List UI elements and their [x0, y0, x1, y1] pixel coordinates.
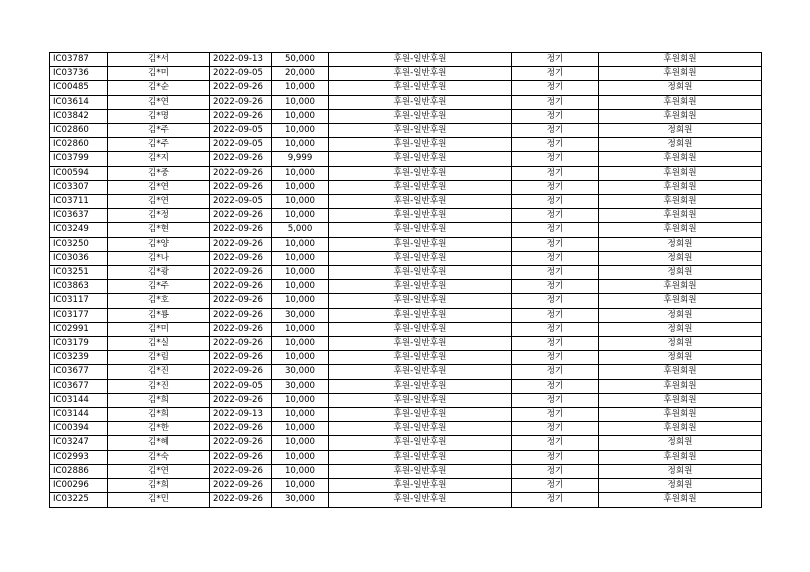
- donor-name-cell: 김*주: [108, 138, 210, 152]
- donor-id-cell: IC00296: [50, 479, 108, 493]
- donation-type-cell: 후원-일반후원: [329, 237, 512, 251]
- table-row: [50, 124, 762, 138]
- member-type-cell: 정회원: [599, 124, 762, 138]
- donor-id-cell: IC03863: [50, 280, 108, 294]
- member-type-cell: 후원회원: [599, 393, 762, 407]
- donor-id-cell: IC03799: [50, 152, 108, 166]
- donation-cycle-cell: 정기: [512, 53, 599, 67]
- donation-amount-cell: 10,000: [272, 95, 329, 109]
- table-row: [50, 237, 762, 251]
- donation-cycle-cell: 정기: [512, 251, 599, 265]
- donation-cycle-cell: 정기: [512, 152, 599, 166]
- member-type-cell: 후원회원: [599, 53, 762, 67]
- member-type-cell: 정회원: [599, 81, 762, 95]
- donation-table: [49, 52, 762, 508]
- donor-name-cell: 김*진: [108, 379, 210, 393]
- member-type-cell: 후원회원: [599, 195, 762, 209]
- donor-name-cell: 김*연: [108, 195, 210, 209]
- donor-name-cell: 김*호: [108, 294, 210, 308]
- donation-type-cell: 후원-일반후원: [329, 138, 512, 152]
- table-row: [50, 379, 762, 393]
- donation-type-cell: 후원-일반후원: [329, 365, 512, 379]
- member-type-cell: 정회원: [599, 138, 762, 152]
- donation-cycle-cell: 정기: [512, 379, 599, 393]
- member-type-cell: 정회원: [599, 251, 762, 265]
- donation-type-cell: 후원-일반후원: [329, 464, 512, 478]
- donation-date-cell: 2022-09-26: [210, 95, 272, 109]
- donor-id-cell: IC03239: [50, 351, 108, 365]
- table-row: [50, 81, 762, 95]
- donor-id-cell: IC03251: [50, 266, 108, 280]
- donation-amount-cell: 20,000: [272, 67, 329, 81]
- member-type-cell: 후원회원: [599, 223, 762, 237]
- table-row: [50, 195, 762, 209]
- donation-amount-cell: 10,000: [272, 280, 329, 294]
- donor-name-cell: 김*실: [108, 337, 210, 351]
- donation-type-cell: 후원-일반후원: [329, 308, 512, 322]
- donation-type-cell: 후원-일반후원: [329, 450, 512, 464]
- donation-type-cell: 후원-일반후원: [329, 81, 512, 95]
- donor-name-cell: 김*주: [108, 124, 210, 138]
- donation-cycle-cell: 정기: [512, 322, 599, 336]
- donation-type-cell: 후원-일반후원: [329, 393, 512, 407]
- donation-amount-cell: 30,000: [272, 308, 329, 322]
- donation-type-cell: 후원-일반후원: [329, 379, 512, 393]
- donor-name-cell: 김*연: [108, 180, 210, 194]
- donor-id-cell: IC03677: [50, 365, 108, 379]
- donor-name-cell: 김*현: [108, 223, 210, 237]
- donor-id-cell: IC02886: [50, 464, 108, 478]
- member-type-cell: 후원회원: [599, 209, 762, 223]
- donation-type-cell: 후원-일반후원: [329, 95, 512, 109]
- member-type-cell: 정회원: [599, 436, 762, 450]
- donor-id-cell: IC03736: [50, 67, 108, 81]
- donation-amount-cell: 10,000: [272, 450, 329, 464]
- donation-cycle-cell: 정기: [512, 308, 599, 322]
- donation-amount-cell: 30,000: [272, 493, 329, 507]
- donation-date-cell: 2022-09-26: [210, 337, 272, 351]
- donor-id-cell: IC03614: [50, 95, 108, 109]
- donation-type-cell: 후원-일반후원: [329, 67, 512, 81]
- table-row: [50, 436, 762, 450]
- donation-date-cell: 2022-09-13: [210, 53, 272, 67]
- donation-type-cell: 후원-일반후원: [329, 436, 512, 450]
- donation-amount-cell: 10,000: [272, 166, 329, 180]
- donation-cycle-cell: 정기: [512, 180, 599, 194]
- donation-date-cell: 2022-09-05: [210, 138, 272, 152]
- table-row: [50, 180, 762, 194]
- donor-id-cell: IC03179: [50, 337, 108, 351]
- donation-date-cell: 2022-09-26: [210, 393, 272, 407]
- donation-type-cell: 후원-일반후원: [329, 337, 512, 351]
- donor-name-cell: 김*한: [108, 422, 210, 436]
- donation-date-cell: 2022-09-26: [210, 166, 272, 180]
- member-type-cell: 후원회원: [599, 109, 762, 123]
- donation-amount-cell: 10,000: [272, 266, 329, 280]
- donor-id-cell: IC03250: [50, 237, 108, 251]
- table-row: [50, 95, 762, 109]
- donation-date-cell: 2022-09-26: [210, 152, 272, 166]
- donor-id-cell: IC03637: [50, 209, 108, 223]
- donation-cycle-cell: 정기: [512, 67, 599, 81]
- member-type-cell: 정회원: [599, 322, 762, 336]
- donor-name-cell: 김*양: [108, 237, 210, 251]
- member-type-cell: 정회원: [599, 464, 762, 478]
- donation-date-cell: 2022-09-26: [210, 450, 272, 464]
- donation-date-cell: 2022-09-26: [210, 436, 272, 450]
- donation-cycle-cell: 정기: [512, 436, 599, 450]
- table-row: [50, 408, 762, 422]
- donation-cycle-cell: 정기: [512, 337, 599, 351]
- donation-cycle-cell: 정기: [512, 422, 599, 436]
- table-row: [50, 67, 762, 81]
- member-type-cell: 후원회원: [599, 152, 762, 166]
- table-row: [50, 479, 762, 493]
- table-row: [50, 266, 762, 280]
- donation-date-cell: 2022-09-26: [210, 237, 272, 251]
- donation-date-cell: 2022-09-26: [210, 294, 272, 308]
- member-type-cell: 후원회원: [599, 180, 762, 194]
- donor-id-cell: IC03247: [50, 436, 108, 450]
- donation-amount-cell: 10,000: [272, 422, 329, 436]
- table-row: [50, 280, 762, 294]
- table-row: [50, 450, 762, 464]
- donation-cycle-cell: 정기: [512, 266, 599, 280]
- donor-name-cell: 김*미: [108, 67, 210, 81]
- donation-cycle-cell: 정기: [512, 81, 599, 95]
- table-row: [50, 209, 762, 223]
- donor-id-cell: IC03144: [50, 408, 108, 422]
- table-row: [50, 365, 762, 379]
- donor-id-cell: IC00394: [50, 422, 108, 436]
- donation-date-cell: 2022-09-26: [210, 322, 272, 336]
- donation-cycle-cell: 정기: [512, 166, 599, 180]
- donation-cycle-cell: 정기: [512, 450, 599, 464]
- donor-id-cell: IC00485: [50, 81, 108, 95]
- donor-id-cell: IC03307: [50, 180, 108, 194]
- member-type-cell: 후원회원: [599, 280, 762, 294]
- table-row: [50, 464, 762, 478]
- donor-id-cell: IC02860: [50, 124, 108, 138]
- donation-date-cell: 2022-09-26: [210, 308, 272, 322]
- donor-id-cell: IC03117: [50, 294, 108, 308]
- donation-amount-cell: 10,000: [272, 81, 329, 95]
- donation-date-cell: 2022-09-26: [210, 251, 272, 265]
- table-row: [50, 251, 762, 265]
- donation-type-cell: 후원-일반후원: [329, 294, 512, 308]
- donation-cycle-cell: 정기: [512, 124, 599, 138]
- donor-name-cell: 김*혜: [108, 436, 210, 450]
- table-row: [50, 109, 762, 123]
- donation-amount-cell: 10,000: [272, 237, 329, 251]
- donation-cycle-cell: 정기: [512, 209, 599, 223]
- donor-name-cell: 김*희: [108, 408, 210, 422]
- donation-amount-cell: 30,000: [272, 365, 329, 379]
- table-row: [50, 351, 762, 365]
- donor-name-cell: 김*광: [108, 266, 210, 280]
- donor-name-cell: 김*희: [108, 393, 210, 407]
- donation-amount-cell: 9,999: [272, 152, 329, 166]
- donation-cycle-cell: 정기: [512, 280, 599, 294]
- donation-date-cell: 2022-09-26: [210, 180, 272, 194]
- donation-amount-cell: 10,000: [272, 351, 329, 365]
- donation-type-cell: 후원-일반후원: [329, 408, 512, 422]
- donation-type-cell: 후원-일반후원: [329, 195, 512, 209]
- donation-amount-cell: 10,000: [272, 337, 329, 351]
- member-type-cell: 정회원: [599, 237, 762, 251]
- donation-amount-cell: 10,000: [272, 124, 329, 138]
- donation-date-cell: 2022-09-26: [210, 365, 272, 379]
- donation-amount-cell: 50,000: [272, 53, 329, 67]
- donation-date-cell: 2022-09-26: [210, 280, 272, 294]
- donation-type-cell: 후원-일반후원: [329, 280, 512, 294]
- table-row: [50, 308, 762, 322]
- donor-name-cell: 김*지: [108, 152, 210, 166]
- table-row: [50, 53, 762, 67]
- donation-type-cell: 후원-일반후원: [329, 322, 512, 336]
- donation-amount-cell: 10,000: [272, 209, 329, 223]
- donor-name-cell: 김*주: [108, 280, 210, 294]
- table-row: [50, 322, 762, 336]
- donation-cycle-cell: 정기: [512, 95, 599, 109]
- donation-amount-cell: 10,000: [272, 251, 329, 265]
- donation-type-cell: 후원-일반후원: [329, 351, 512, 365]
- donation-date-cell: 2022-09-05: [210, 195, 272, 209]
- donor-id-cell: IC02860: [50, 138, 108, 152]
- donation-date-cell: 2022-09-26: [210, 209, 272, 223]
- donation-cycle-cell: 정기: [512, 195, 599, 209]
- donor-name-cell: 김*연: [108, 95, 210, 109]
- donation-cycle-cell: 정기: [512, 408, 599, 422]
- donation-date-cell: 2022-09-26: [210, 223, 272, 237]
- donor-name-cell: 김*룡: [108, 308, 210, 322]
- table-row: [50, 393, 762, 407]
- donor-name-cell: 김*중: [108, 166, 210, 180]
- donation-amount-cell: 10,000: [272, 464, 329, 478]
- donation-cycle-cell: 정기: [512, 138, 599, 152]
- donation-date-cell: 2022-09-26: [210, 422, 272, 436]
- donation-amount-cell: 5,000: [272, 223, 329, 237]
- donation-date-cell: 2022-09-26: [210, 81, 272, 95]
- donor-name-cell: 김*정: [108, 209, 210, 223]
- member-type-cell: 후원회원: [599, 95, 762, 109]
- table-row: [50, 138, 762, 152]
- donation-amount-cell: 10,000: [272, 294, 329, 308]
- donation-type-cell: 후원-일반후원: [329, 479, 512, 493]
- donation-amount-cell: 10,000: [272, 138, 329, 152]
- donation-type-cell: 후원-일반후원: [329, 166, 512, 180]
- donation-date-cell: 2022-09-26: [210, 266, 272, 280]
- donation-amount-cell: 10,000: [272, 436, 329, 450]
- donor-id-cell: IC03711: [50, 195, 108, 209]
- donor-name-cell: 김*서: [108, 53, 210, 67]
- donation-date-cell: 2022-09-26: [210, 351, 272, 365]
- member-type-cell: 정회원: [599, 308, 762, 322]
- donation-type-cell: 후원-일반후원: [329, 223, 512, 237]
- donor-id-cell: IC03787: [50, 53, 108, 67]
- donation-date-cell: 2022-09-26: [210, 464, 272, 478]
- donation-type-cell: 후원-일반후원: [329, 53, 512, 67]
- donor-id-cell: IC03842: [50, 109, 108, 123]
- member-type-cell: 후원회원: [599, 408, 762, 422]
- table-row: [50, 337, 762, 351]
- member-type-cell: 정회원: [599, 266, 762, 280]
- donation-type-cell: 후원-일반후원: [329, 493, 512, 507]
- donor-id-cell: IC03036: [50, 251, 108, 265]
- donation-cycle-cell: 정기: [512, 393, 599, 407]
- donor-id-cell: IC03177: [50, 308, 108, 322]
- member-type-cell: 정회원: [599, 479, 762, 493]
- donation-amount-cell: 10,000: [272, 408, 329, 422]
- donor-name-cell: 김*민: [108, 493, 210, 507]
- donation-cycle-cell: 정기: [512, 493, 599, 507]
- donation-date-cell: 2022-09-13: [210, 408, 272, 422]
- donation-date-cell: 2022-09-05: [210, 379, 272, 393]
- donation-date-cell: 2022-09-26: [210, 109, 272, 123]
- donation-amount-cell: 10,000: [272, 479, 329, 493]
- donation-table-body: [50, 53, 762, 508]
- donation-type-cell: 후원-일반후원: [329, 209, 512, 223]
- table-row: [50, 152, 762, 166]
- donor-id-cell: IC03144: [50, 393, 108, 407]
- donation-date-cell: 2022-09-05: [210, 124, 272, 138]
- donation-cycle-cell: 정기: [512, 294, 599, 308]
- donor-name-cell: 김*숙: [108, 450, 210, 464]
- donation-amount-cell: 10,000: [272, 109, 329, 123]
- donor-name-cell: 김*연: [108, 464, 210, 478]
- donation-cycle-cell: 정기: [512, 109, 599, 123]
- member-type-cell: 정회원: [599, 337, 762, 351]
- donation-amount-cell: 10,000: [272, 393, 329, 407]
- donation-type-cell: 후원-일반후원: [329, 152, 512, 166]
- donation-amount-cell: 10,000: [272, 180, 329, 194]
- donor-name-cell: 김*순: [108, 81, 210, 95]
- table-row: [50, 294, 762, 308]
- donation-cycle-cell: 정기: [512, 479, 599, 493]
- donor-id-cell: IC02993: [50, 450, 108, 464]
- member-type-cell: 후원회원: [599, 422, 762, 436]
- donation-date-cell: 2022-09-26: [210, 479, 272, 493]
- donor-name-cell: 김*희: [108, 479, 210, 493]
- donor-id-cell: IC03677: [50, 379, 108, 393]
- table-row: [50, 493, 762, 507]
- donation-cycle-cell: 정기: [512, 223, 599, 237]
- table-row: [50, 223, 762, 237]
- donation-type-cell: 후원-일반후원: [329, 180, 512, 194]
- donor-id-cell: IC00594: [50, 166, 108, 180]
- donation-cycle-cell: 정기: [512, 237, 599, 251]
- donor-id-cell: IC02991: [50, 322, 108, 336]
- member-type-cell: 후원회원: [599, 365, 762, 379]
- donation-type-cell: 후원-일반후원: [329, 251, 512, 265]
- donation-cycle-cell: 정기: [512, 464, 599, 478]
- donation-type-cell: 후원-일반후원: [329, 422, 512, 436]
- donation-amount-cell: 10,000: [272, 322, 329, 336]
- donation-date-cell: 2022-09-26: [210, 493, 272, 507]
- donor-name-cell: 김*림: [108, 351, 210, 365]
- member-type-cell: 후원회원: [599, 166, 762, 180]
- member-type-cell: 후원회원: [599, 450, 762, 464]
- member-type-cell: 후원회원: [599, 294, 762, 308]
- donation-type-cell: 후원-일반후원: [329, 109, 512, 123]
- donor-name-cell: 김*미: [108, 322, 210, 336]
- donation-cycle-cell: 정기: [512, 351, 599, 365]
- donor-id-cell: IC03249: [50, 223, 108, 237]
- donation-amount-cell: 10,000: [272, 195, 329, 209]
- donation-cycle-cell: 정기: [512, 365, 599, 379]
- donation-type-cell: 후원-일반후원: [329, 266, 512, 280]
- member-type-cell: 후원회원: [599, 67, 762, 81]
- member-type-cell: 후원회원: [599, 493, 762, 507]
- donation-date-cell: 2022-09-05: [210, 67, 272, 81]
- donor-name-cell: 김*진: [108, 365, 210, 379]
- donation-type-cell: 후원-일반후원: [329, 124, 512, 138]
- table-row: [50, 166, 762, 180]
- table-row: [50, 422, 762, 436]
- donor-id-cell: IC03225: [50, 493, 108, 507]
- donor-name-cell: 김*명: [108, 109, 210, 123]
- member-type-cell: 정회원: [599, 351, 762, 365]
- member-type-cell: 후원회원: [599, 379, 762, 393]
- donor-name-cell: 김*나: [108, 251, 210, 265]
- donation-amount-cell: 30,000: [272, 379, 329, 393]
